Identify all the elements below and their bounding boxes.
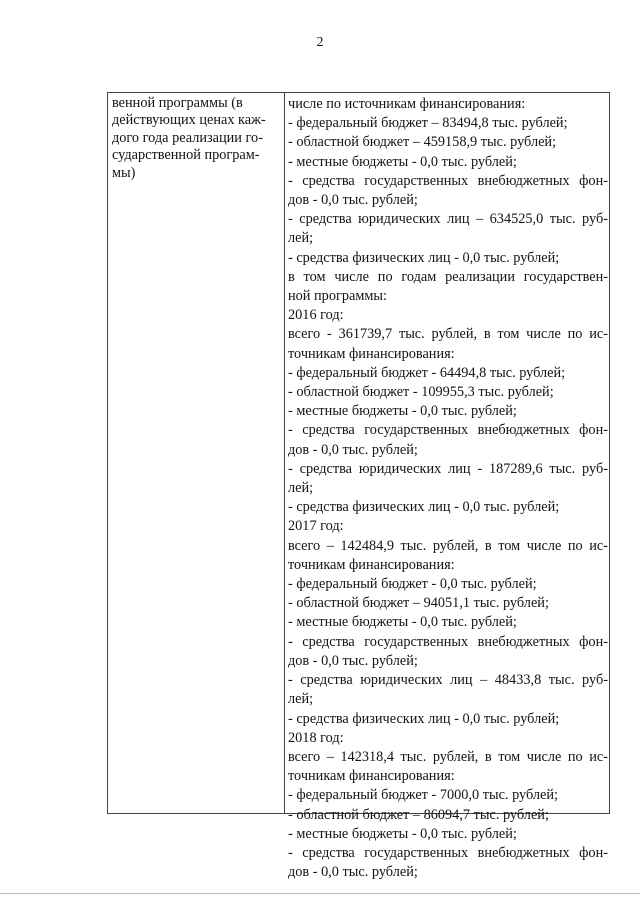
right-cell-line: дов - 0,0 тыс. рублей; [288,192,418,209]
right-cell-line: ной программы: [288,288,388,305]
right-cell-line: точникам финансирования: [288,556,455,573]
right-cell-line: - федеральный бюджет - 7000,0 тыс. рублей; [288,787,559,804]
left-cell-line: мы) [112,164,136,181]
right-cell-line: дов - 0,0 тыс. рублей; [288,864,418,881]
right-cell-line: точникам финансирования: [288,768,455,785]
right-cell-line: всего – 142318,4 тыс. рублей, в том числе по ис- [288,748,608,765]
right-cell-line: - федеральный бюджет - 64494,8 тыс. рублей; [288,364,566,381]
right-cell-line: - федеральный бюджет - 0,0 тыс. рублей; [288,576,537,593]
right-cell-line: лей; [288,691,314,708]
right-cell-line: - средства государственных внебюджетных фон- [288,633,608,650]
right-cell-line: - федеральный бюджет – 83494,8 тыс. рублей; [288,115,568,132]
page-number: 2 [316,35,324,50]
right-cell-line: лей; [288,230,314,247]
right-cell-line: - областной бюджет – 94051,1 тыс. рублей; [288,595,549,612]
right-cell-line: в том числе по годам реализации государствен- [288,268,608,285]
right-cell-line: - местные бюджеты - 0,0 тыс. рублей; [288,153,517,170]
right-cell-line: лей; [288,480,314,497]
right-cell-line: - средства юридических лиц – 634525,0 тыс. руб- [288,211,608,228]
right-cell-line: - областной бюджет - 109955,3 тыс. рублей; [288,384,554,401]
right-cell-line: - областной бюджет – 459158,9 тыс. рублей; [288,134,557,151]
left-cell-line: дого года реализации го- [112,129,263,146]
right-cell-line: точникам финансирования: [288,345,455,362]
left-cell-line: сударственной програм- [112,147,260,164]
right-cell-line: - местные бюджеты - 0,0 тыс. рублей; [288,403,517,420]
right-cell-line: - средства физических лиц - 0,0 тыс. рублей; [288,710,560,727]
right-cell-line: - средства юридических лиц - 187289,6 тыс. руб- [288,460,608,477]
right-cell-line: - местные бюджеты - 0,0 тыс. рублей; [288,614,517,631]
right-cell-line: дов - 0,0 тыс. рублей; [288,441,418,458]
right-cell-line: 2018 год: [288,729,344,746]
left-cell [112,95,280,182]
right-cell-line: - средства юридических лиц – 48433,8 тыс. руб- [288,672,608,689]
right-cell-line: всего – 142484,9 тыс. рублей, в том числе по ис- [288,537,608,554]
page-bottom-rule [0,893,640,894]
right-cell-line: числе по источникам финансирования: [288,96,526,112]
right-cell-line: дов - 0,0 тыс. рублей; [288,652,418,669]
right-cell-line: всего - 361739,7 тыс. рублей, в том числе по ис- [288,326,608,343]
program-table [107,92,610,881]
right-cell-line: 2016 год: [288,307,344,324]
right-cell-line: - средства государственных внебюджетных фон- [288,844,608,861]
right-cell-line: - областной бюджет – 86094,7 тыс. рублей; [288,806,549,823]
left-cell-line: венной программы (в [112,95,243,111]
right-cell-line: - средства физических лиц - 0,0 тыс. рублей; [288,499,560,516]
right-cell-line: - средства физических лиц - 0,0 тыс. рублей; [288,249,560,266]
right-cell [288,95,608,882]
right-cell-line: - местные бюджеты - 0,0 тыс. рублей; [288,825,517,842]
right-cell-line: 2017 год: [288,518,344,535]
right-cell-line: - средства государственных внебюджетных фон- [288,172,608,189]
left-cell-line: действующих ценах каж- [112,112,266,129]
right-cell-line: - средства государственных внебюджетных фон- [288,422,608,439]
column-divider [284,93,285,813]
